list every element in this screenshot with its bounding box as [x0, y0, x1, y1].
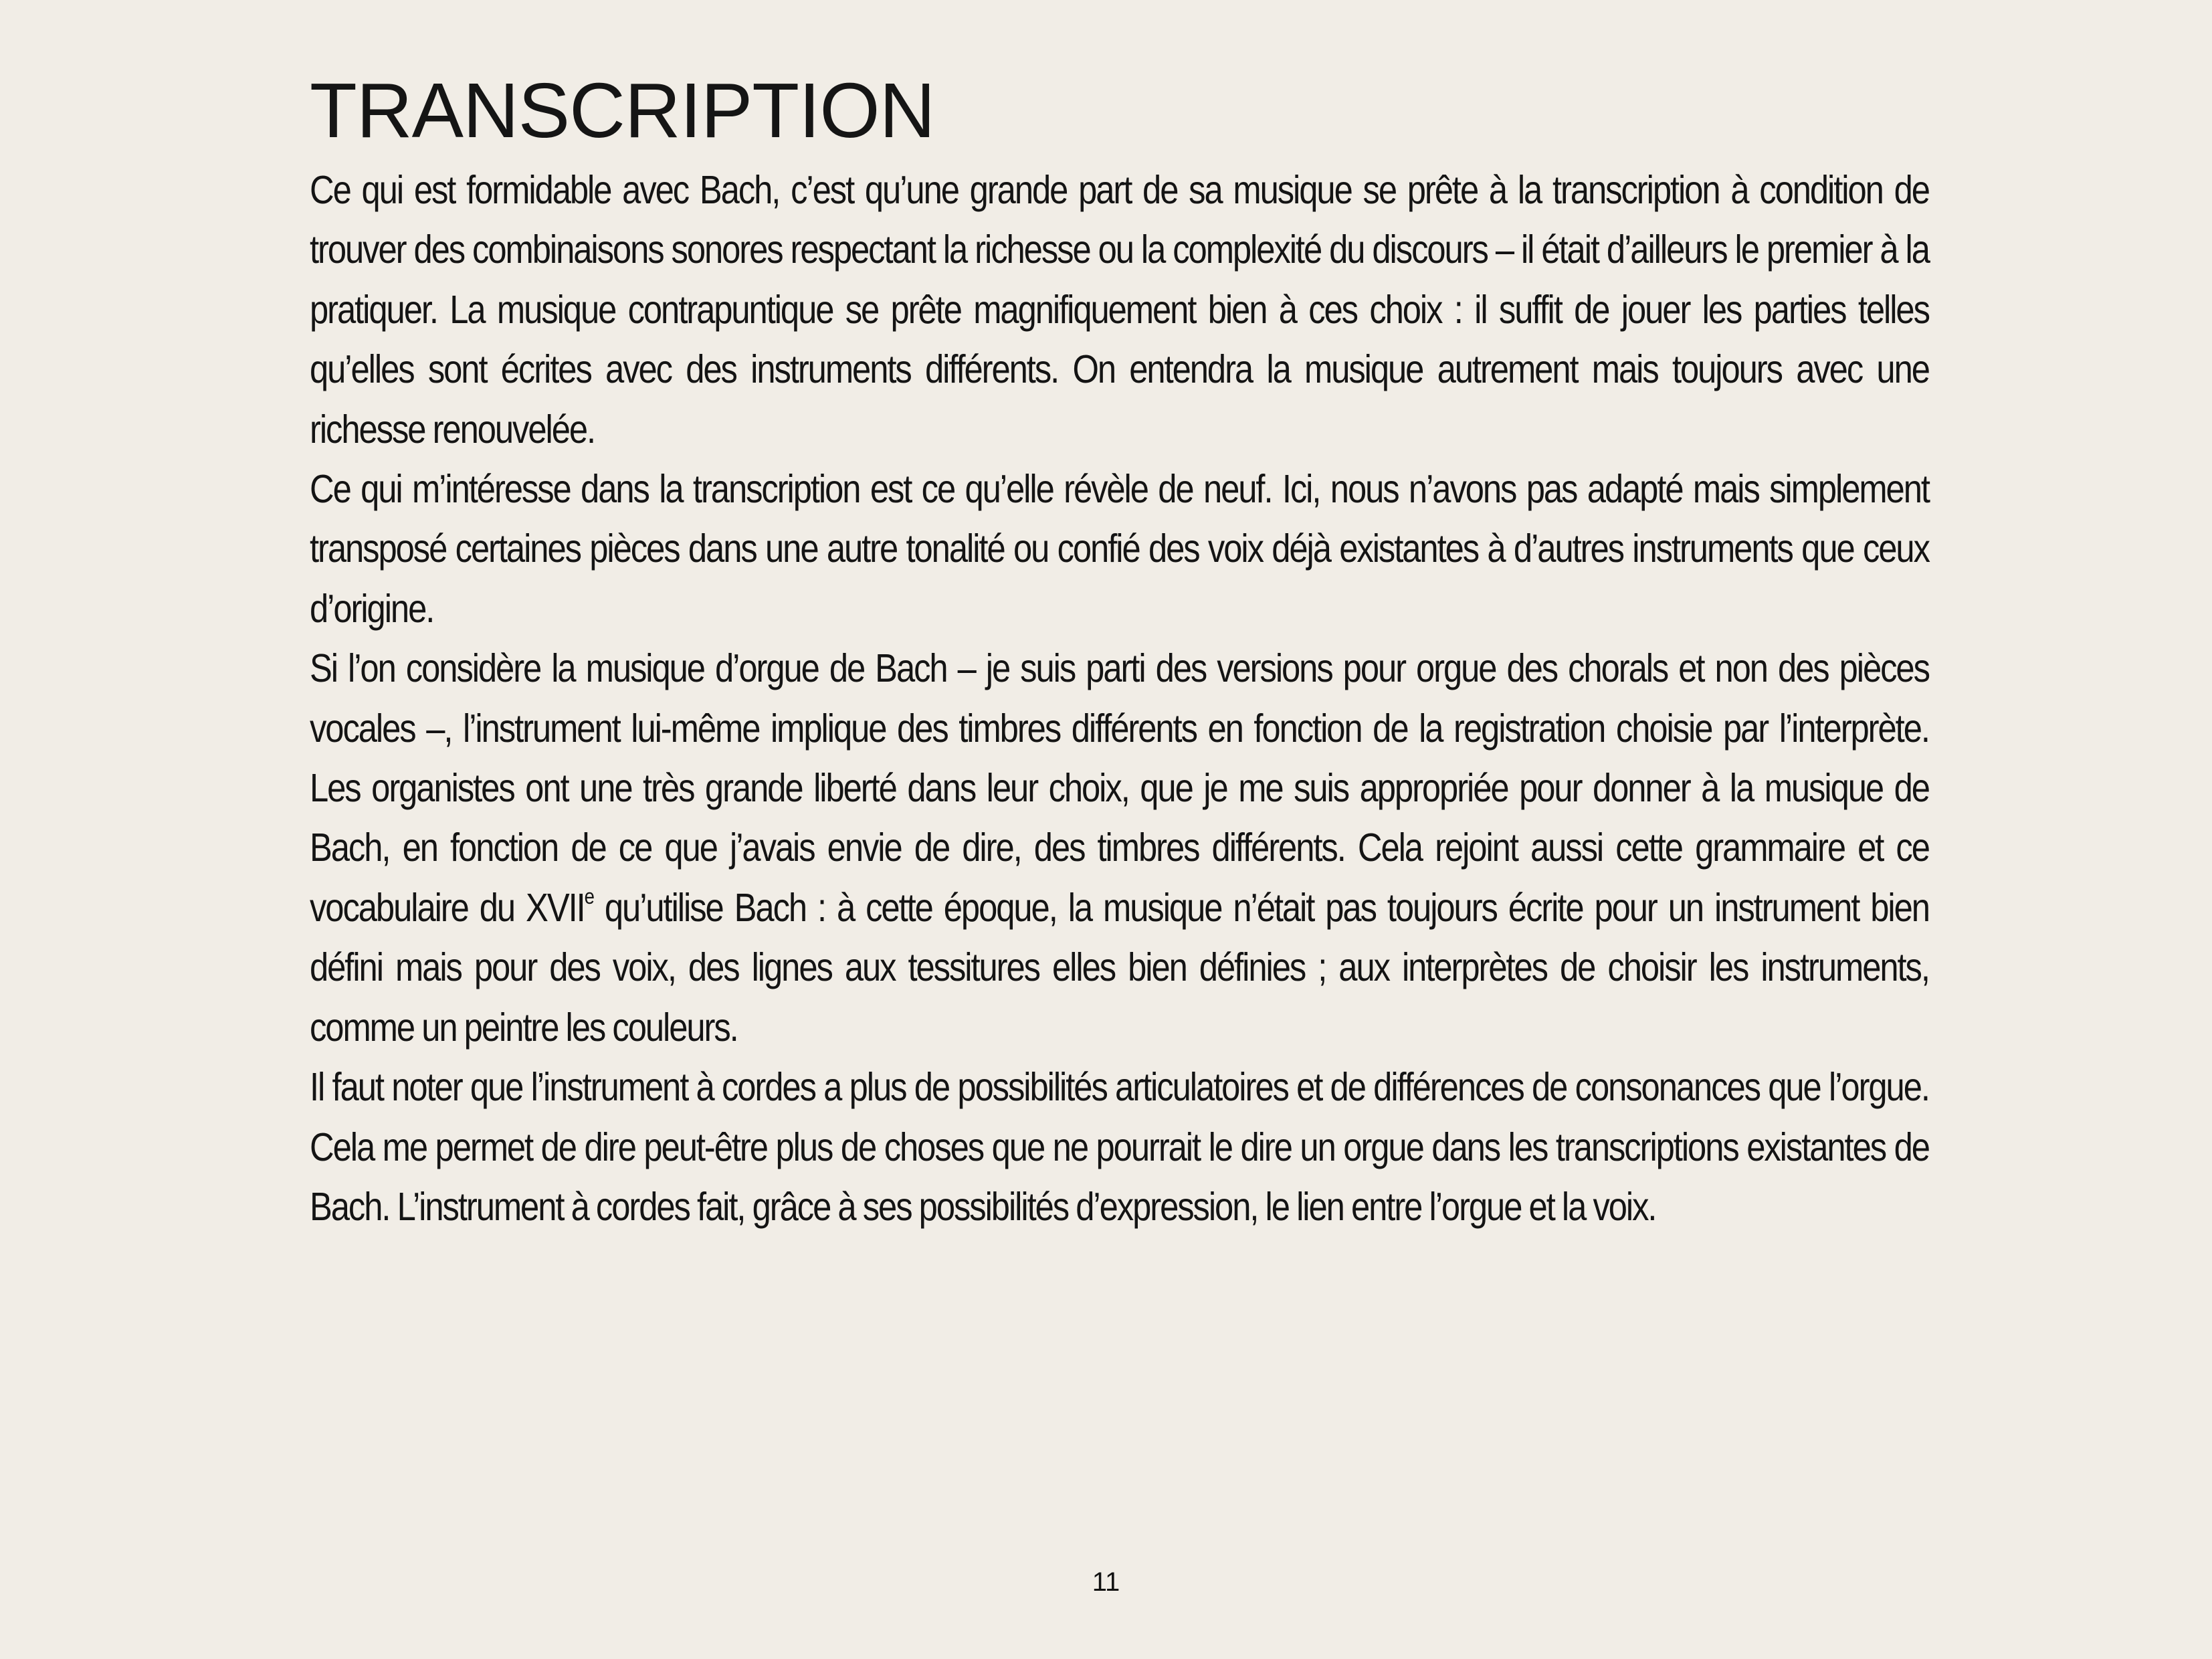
superscript-e: e [584, 884, 593, 908]
paragraph-2: Ce qui m’intéresse dans la transcription est ce qu’elle révèle de neuf. Ici, nous n’avons pas adapté mais simplement transposé certaines pièces dans une autre tonalité ou confié des voix déjà existantes à d’autres instruments que ceux d’origine. [310, 467, 1929, 631]
body-text [310, 161, 1928, 1237]
paragraph-3-text-after: qu’utilise Bach : à cette époque, la musique n’était pas toujours écrite pour un instrument bien défini mais pour des voix, des lignes aux tessitures elles bien définies ; aux interprètes de choisir les instruments, comme un peintre les couleurs. [310, 885, 1929, 1050]
paragraph-3 [310, 639, 1929, 1058]
paragraph-4: Il faut noter que l’instrument à cordes a plus de possibilités articulatoires et de différences de consonances que l’orgue. Cela me permet de dire peut-être plus de choses que ne pourrait le dire un orgue dans les transcriptions existantes de Bach. L’instrument à cordes fait, grâce à ses possibilités d’expression, le lien entre l’orgue et la voix. [310, 1065, 1929, 1229]
page-number: 11 [1092, 1567, 1120, 1597]
page-title: TRANSCRIPTION [310, 67, 935, 154]
paragraph-3-text-before: Si l’on considère la musique d’orgue de Bach – je suis parti des versions pour orgue des chorals et non des pièces vocales –, l’instrument lui-même implique des timbres différents en fonction de la registration choisie par l’interprète. Les organistes ont une très grande liberté dans leur choix, que je me suis appropriée pour donner à la musique de Bach, en fonction de ce que j’avais envie de dire, des timbres différents. Cela rejoint aussi cette grammaire et ce vocabulaire du XVII [310, 646, 1929, 930]
paragraph-1: Ce qui est formidable avec Bach, c’est qu’une grande part de sa musique se prête à la transcription à condition de trouver des combinaisons sonores respectant la richesse ou la complexité du discours – il était d’ailleurs le premier à la pratiquer. La musique contrapuntique se prête magnifiquement bien à ces choix : il suffit de jouer les parties telles qu’elles sont écrites avec des instruments différents. On entendra la musique autrement mais toujours avec une richesse renouvelée. [310, 168, 1929, 452]
article-body [310, 64, 1928, 1237]
